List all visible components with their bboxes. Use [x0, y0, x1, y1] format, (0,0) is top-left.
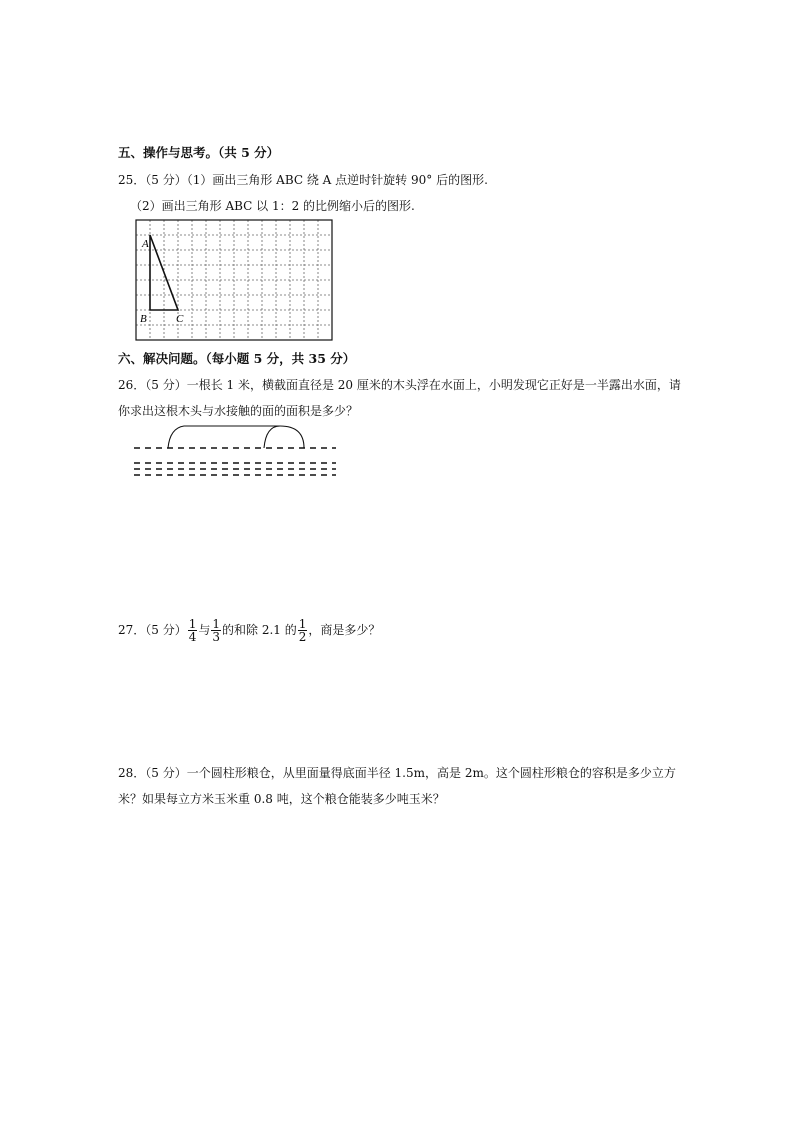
- fraction-one-half: $\frac{1}{2}$: [298, 617, 307, 644]
- question-25-part-1: 25．（5 分）（1）画出三角形 ABC 绕 A 点逆时针旋转 90° 后的图形.: [118, 173, 488, 187]
- fraction-one-third: $\frac{1}{3}$: [212, 617, 221, 644]
- fraction-one-quarter: $\frac{1}{4}$: [188, 617, 197, 644]
- section-5-title: 五、操作与思考。（共 5 分）: [118, 145, 280, 160]
- question-28-line-2: 米？如果每立方米玉米重 0.8 吨，这个粮仓能装多少吨玉米？: [118, 792, 445, 806]
- label-c: C: [176, 313, 184, 325]
- log-end: [264, 426, 280, 448]
- question-25-part-2: （2）画出三角形 ABC 以 1：2 的比例缩小后的图形.: [130, 199, 415, 213]
- label-a: A: [142, 238, 149, 250]
- water-lines: [134, 448, 336, 475]
- question-28-line-1: 28．（5 分）一个圆柱形粮仓，从里面量得底面半径 1.5m，高是 2m。这个圆柱形粮仓的容积是多少立方: [118, 766, 676, 780]
- log-outline: [168, 426, 304, 448]
- question-27: 27．（5 分） $\frac{1}{4}$ 与 $\frac{1}{3}$ 的和除 2.1 的 $\frac{1}{2}$ ，商是多少？: [118, 617, 381, 644]
- grid-diagram: [130, 218, 340, 344]
- question-26-line-1: 26．（5 分）一根长 1 米，横截面直径是 20 厘米的木头浮在水面上，小明发现它正好是一半露出水面，请: [118, 378, 681, 392]
- triangle-abc: [150, 235, 178, 310]
- log-on-water-diagram: [134, 420, 340, 482]
- section-6-title: 六、解决问题。（每小题 5 分，共 35 分）: [118, 351, 356, 366]
- label-b: B: [140, 313, 147, 325]
- question-26-line-2: 你求出这根木头与水接触的面的面积是多少？: [118, 404, 359, 418]
